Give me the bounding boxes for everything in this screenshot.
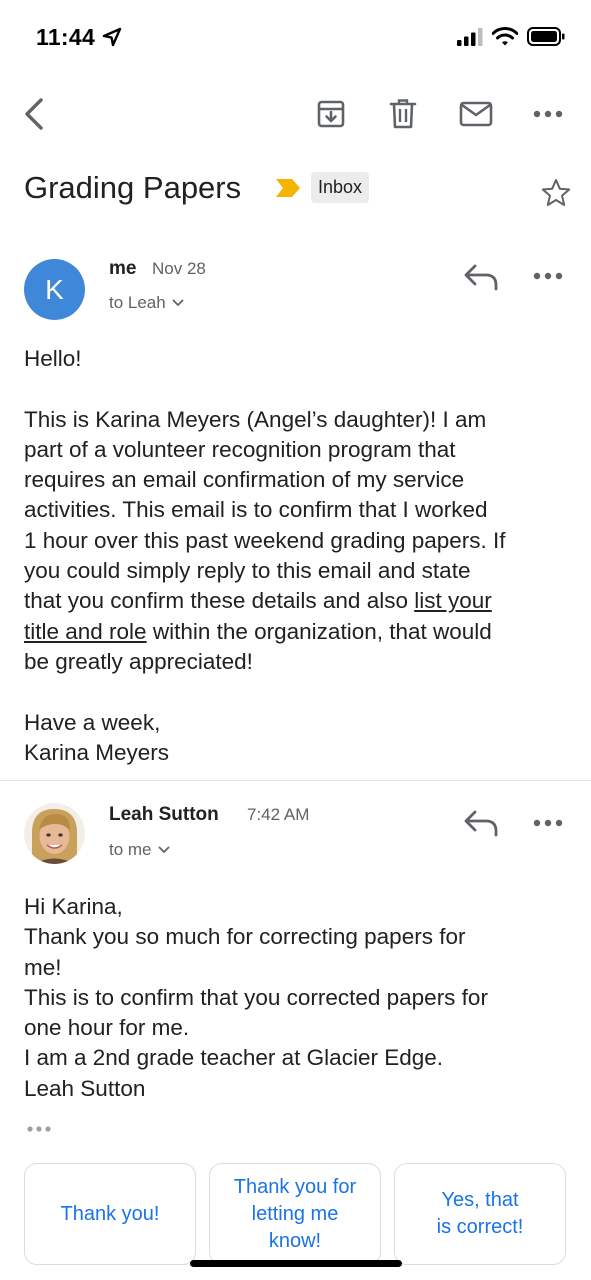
smart-reply-line: Thank you!	[60, 1202, 160, 1225]
body-line: This is to confirm that you corrected papers for	[24, 984, 488, 1010]
importance-marker-icon[interactable]	[275, 178, 301, 198]
toolbar-more-button[interactable]	[528, 94, 568, 134]
body-line: Leah Sutton	[24, 1075, 146, 1101]
smart-reply-button[interactable]	[209, 1163, 381, 1265]
location-arrow-icon	[102, 27, 122, 47]
smart-reply-label	[61, 1201, 160, 1228]
mail-icon	[459, 101, 493, 127]
body-line: requires an email confirmation of my service	[24, 467, 465, 493]
message-body	[24, 892, 569, 1104]
subject-row	[24, 164, 571, 220]
back-arrow-icon	[23, 97, 45, 131]
archive-icon	[316, 99, 346, 129]
profile-photo	[24, 803, 85, 864]
mark-unread-button[interactable]	[456, 94, 496, 134]
smart-reply-line: know!	[268, 1229, 322, 1252]
sender-name: Leah Sutton	[109, 804, 219, 825]
reply-icon[interactable]	[462, 262, 502, 292]
body-line: I am a 2nd grade teacher at Glacier Edge.	[24, 1045, 443, 1071]
status-time: 11:44	[36, 24, 96, 50]
body-line: This is Karina Meyers (Angel’s daughter)! I am	[24, 406, 487, 432]
body-text-segment: within the organization, that would	[146, 618, 492, 644]
chevron-down-icon	[158, 846, 170, 854]
message-more-icon[interactable]	[532, 269, 564, 283]
body-greeting: Hello!	[24, 346, 82, 371]
message-date: Nov 28	[152, 259, 206, 278]
back-button[interactable]	[14, 94, 54, 134]
smart-reply-label	[234, 1174, 356, 1255]
message-body	[24, 344, 569, 768]
recipient-details-toggle[interactable]	[109, 840, 170, 860]
smart-reply-line: Thank you for	[233, 1175, 357, 1198]
email-subject: Grading Papers	[24, 170, 242, 205]
message-divider	[0, 780, 591, 781]
trash-icon	[389, 98, 417, 130]
message-time: 7:42 AM	[247, 805, 310, 824]
body-line: be greatly appreciated!	[24, 648, 253, 674]
body-text-segment: that you confirm these details and also	[24, 588, 415, 614]
body-line: one hour for me.	[24, 1015, 190, 1041]
underlined-text: list your	[414, 588, 492, 614]
underlined-text: title and role	[24, 618, 147, 644]
body-line: me!	[24, 954, 62, 980]
home-indicator[interactable]	[190, 1260, 402, 1267]
chevron-down-icon	[172, 299, 184, 307]
avatar[interactable]	[24, 803, 85, 864]
reply-icon[interactable]	[462, 808, 502, 838]
body-line: Thank you so much for correcting papers for	[24, 924, 466, 950]
body-signature: Karina Meyers	[24, 739, 170, 765]
body-line: you could simply reply to this email and state	[24, 558, 471, 584]
cellular-signal-icon	[457, 28, 483, 46]
body-line: Hi Karina,	[24, 894, 123, 919]
more-horizontal-icon	[533, 109, 563, 119]
body-line: activities. This email is to confirm that I worked	[24, 497, 488, 523]
smart-reply-line: is correct!	[436, 1216, 524, 1238]
smart-reply-button[interactable]	[24, 1163, 196, 1265]
status-indicators	[457, 27, 565, 46]
recipient-line: to me	[109, 840, 152, 859]
avatar[interactable]	[24, 259, 85, 320]
archive-button[interactable]	[311, 94, 351, 134]
smart-reply-line: letting me	[251, 1202, 339, 1225]
wifi-icon	[492, 27, 518, 46]
avatar-letter: K	[45, 273, 64, 305]
body-line	[24, 586, 569, 616]
battery-icon	[527, 27, 565, 46]
message-more-icon[interactable]	[532, 816, 564, 830]
body-signoff: Have a week,	[24, 709, 161, 735]
recipient-line: to Leah	[109, 293, 166, 312]
sender-name: me	[109, 258, 137, 279]
smart-reply-line: Yes, that	[441, 1189, 519, 1211]
smart-reply-button[interactable]	[394, 1163, 566, 1265]
inbox-label-chip[interactable]: Inbox	[311, 172, 369, 203]
delete-button[interactable]	[383, 94, 423, 134]
status-bar	[0, 0, 591, 76]
star-icon[interactable]	[541, 178, 571, 207]
body-line: 1 hour over this past weekend grading papers. If	[24, 527, 506, 553]
recipient-details-toggle[interactable]	[109, 293, 184, 313]
show-quoted-text-icon[interactable]	[26, 1124, 52, 1134]
smart-reply-label	[437, 1187, 524, 1241]
body-line	[24, 617, 569, 647]
message-toolbar	[0, 84, 591, 144]
body-line: part of a volunteer recognition program that	[24, 436, 456, 462]
